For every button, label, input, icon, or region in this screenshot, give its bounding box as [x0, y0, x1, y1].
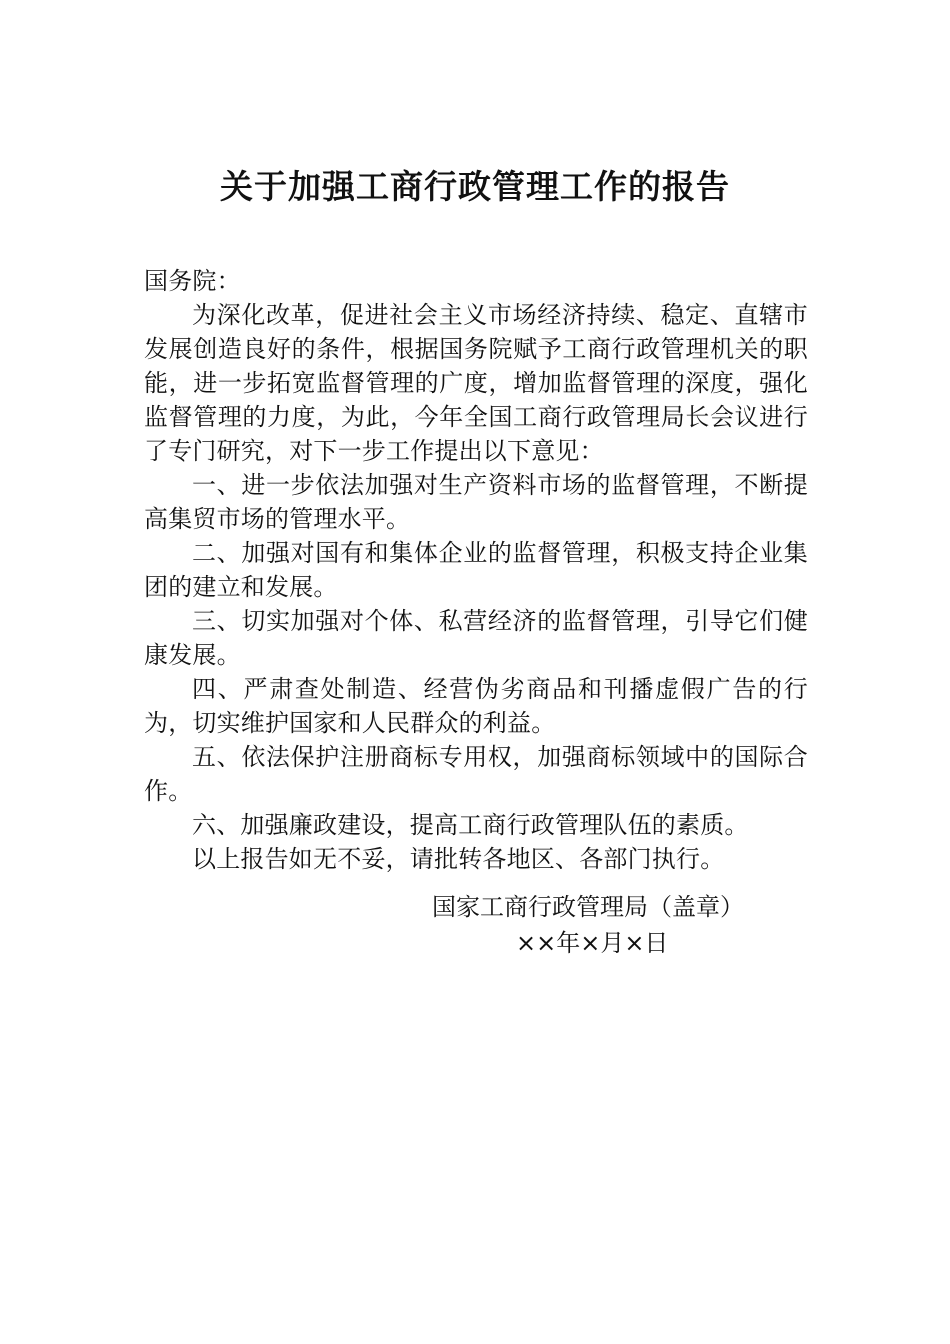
item-paragraph-5: 五、依法保护注册商标专用权，加强商标领域中的国际合作。	[144, 743, 808, 805]
signature-organization: 国家工商行政管理局（盖章）	[432, 893, 744, 921]
item-paragraph-3: 三、切实加强对个体、私营经济的监督管理，引导它们健康发展。	[144, 607, 808, 669]
signature-date: ××年×月×日	[516, 929, 669, 957]
closing-paragraph: 以上报告如无不妥，请批转各地区、各部门执行。	[192, 845, 725, 873]
item-paragraph-6: 六、加强廉政建设，提高工商行政管理队伍的素质。	[192, 811, 749, 839]
intro-paragraph: 为深化改革，促进社会主义市场经济持续、稳定、直辖市发展创造良好的条件，根据国务院赋予工商行政管理机关的职能，进一步拓宽监督管理的广度，增加监督管理的深度，强化监督管理的力度，为此，今年全国工商行政管理局长会议进行了专门研究，对下一步工作提出以下意见：	[144, 301, 808, 465]
salutation: 国务院：	[144, 267, 241, 295]
item-paragraph-1: 一、进一步依法加强对生产资料市场的监督管理，不断提高集贸市场的管理水平。	[144, 471, 808, 533]
document-body	[144, 264, 808, 876]
item-paragraph-2: 二、加强对国有和集体企业的监督管理，积极支持企业集团的建立和发展。	[144, 539, 808, 601]
document-title: 关于加强工商行政管理工作的报告	[220, 167, 730, 206]
item-paragraph-4: 四、严肃查处制造、经营伪劣商品和刊播虚假广告的行为，切实维护国家和人民群众的利益。	[144, 675, 808, 737]
